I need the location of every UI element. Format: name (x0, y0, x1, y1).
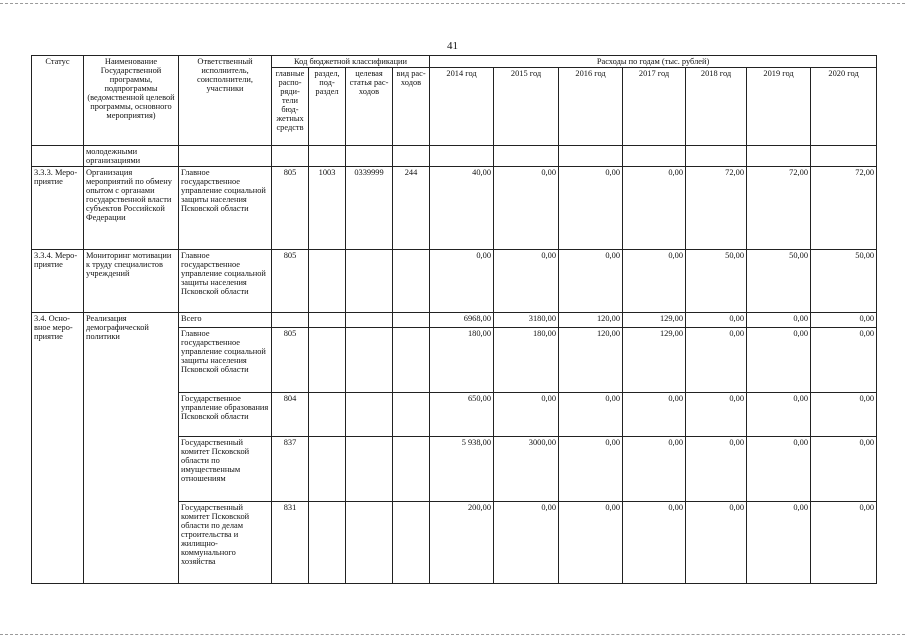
value-2015: 0,00 (494, 250, 559, 313)
value-2018: 0,00 (686, 313, 747, 328)
value-2020: 0,00 (811, 313, 877, 328)
continuation-row (32, 146, 877, 167)
value-2020: 0,00 (811, 393, 877, 437)
responsible-cell: Главное государственное управление социальной защиты населения Псковской области (179, 328, 272, 393)
value-2016: 0,00 (559, 393, 623, 437)
value-2014: 0,00 (430, 250, 494, 313)
value-2016: 0,00 (559, 437, 623, 502)
header-responsible: Ответственный исполнитель, соисполнители, участники (179, 56, 272, 146)
value-2019: 0,00 (747, 313, 811, 328)
budget-table (31, 55, 877, 584)
responsible-cell: Государственный комитет Псковской области по имущественным отношениям (179, 437, 272, 502)
value-2018: 0,00 (686, 437, 747, 502)
value-2017: 129,00 (623, 313, 686, 328)
header-year-2017: 2017 год (623, 68, 686, 146)
header-year-2019: 2019 год (747, 68, 811, 146)
header-name: Наименование Государственной программы, подпрограммы (ведомственной целевой программы, основного мероприятия) (84, 56, 179, 146)
value-2014: 180,00 (430, 328, 494, 393)
value-2017: 0,00 (623, 167, 686, 250)
value-2015: 180,00 (494, 328, 559, 393)
grbs-cell: 805 (272, 167, 309, 250)
table-row-3-3-4 (32, 250, 877, 313)
scan-edge-top (0, 3, 905, 5)
header-row-1 (32, 56, 877, 68)
status-cell: 3.3.3. Меро-приятие (32, 167, 84, 250)
responsible-cell: Главное государственное управление социальной защиты населения Псковской области (179, 250, 272, 313)
type-cell: 244 (393, 167, 430, 250)
value-2020: 0,00 (811, 437, 877, 502)
value-2016: 0,00 (559, 502, 623, 584)
value-2014: 650,00 (430, 393, 494, 437)
value-2015: 3180,00 (494, 313, 559, 328)
header-bcc-grbs: главные распо-ряди-тели бюд-жетных средств (272, 68, 309, 146)
responsible-cell: Государственное управление образования Псковской области (179, 393, 272, 437)
target-cell: 0339999 (346, 167, 393, 250)
grbs-cell: 831 (272, 502, 309, 584)
value-2020: 0,00 (811, 328, 877, 393)
value-2015: 0,00 (494, 167, 559, 250)
responsible-cell: Всего (179, 313, 272, 328)
grbs-cell: 804 (272, 393, 309, 437)
header-year-2018: 2018 год (686, 68, 747, 146)
value-2018: 0,00 (686, 328, 747, 393)
section-cell: 1003 (309, 167, 346, 250)
value-2016: 0,00 (559, 167, 623, 250)
status-cell: 3.4. Осно-вное меро-приятие (32, 313, 84, 584)
value-2019: 0,00 (747, 502, 811, 584)
header-year-2020: 2020 год (811, 68, 877, 146)
value-2020: 0,00 (811, 502, 877, 584)
header-bcc-target: целевая статья рас-ходов (346, 68, 393, 146)
value-2015: 0,00 (494, 393, 559, 437)
header-expenses: Расходы по годам (тыс. рублей) (430, 56, 877, 68)
header-bcc-type: вид рас-ходов (393, 68, 430, 146)
table-row-3-3-3 (32, 167, 877, 250)
value-2014: 5 938,00 (430, 437, 494, 502)
value-2019: 50,00 (747, 250, 811, 313)
header-status: Статус (32, 56, 84, 146)
value-2018: 50,00 (686, 250, 747, 313)
value-2018: 72,00 (686, 167, 747, 250)
value-2017: 129,00 (623, 328, 686, 393)
continuation-name: молодежными организациями (84, 146, 179, 167)
value-2019: 0,00 (747, 393, 811, 437)
responsible-cell: Главное государственное управление социальной защиты населения Псковской области (179, 167, 272, 250)
table-row-3-4-total (32, 313, 877, 328)
header-year-2016: 2016 год (559, 68, 623, 146)
value-2016: 120,00 (559, 328, 623, 393)
header-bcc-section: раздел, под-раздел (309, 68, 346, 146)
header-year-2014: 2014 год (430, 68, 494, 146)
program-name-cell: Организация мероприятий по обмену опытом с органами государственной власти субъектов Российской Федерации (84, 167, 179, 250)
value-2017: 0,00 (623, 250, 686, 313)
header-bcc: Код бюджетной классификации (272, 56, 430, 68)
page-number: 41 (447, 40, 458, 52)
value-2015: 0,00 (494, 502, 559, 584)
value-2019: 72,00 (747, 167, 811, 250)
grbs-cell: 805 (272, 328, 309, 393)
value-2018: 0,00 (686, 502, 747, 584)
grbs-cell: 837 (272, 437, 309, 502)
value-2017: 0,00 (623, 502, 686, 584)
value-2014: 40,00 (430, 167, 494, 250)
value-2016: 120,00 (559, 313, 623, 328)
value-2020: 72,00 (811, 167, 877, 250)
program-name-cell: Мониторинг мотивации к труду специалистов учреждений (84, 250, 179, 313)
value-2014: 6968,00 (430, 313, 494, 328)
value-2017: 0,00 (623, 437, 686, 502)
value-2020: 50,00 (811, 250, 877, 313)
header-year-2015: 2015 год (494, 68, 559, 146)
grbs-cell (272, 313, 309, 328)
grbs-cell: 805 (272, 250, 309, 313)
status-cell: 3.3.4. Меро-приятие (32, 250, 84, 313)
value-2017: 0,00 (623, 393, 686, 437)
responsible-cell: Государственный комитет Псковской области по делам строительства и жилищно-коммунального хозяйства (179, 502, 272, 584)
value-2014: 200,00 (430, 502, 494, 584)
scan-edge-bottom (0, 634, 905, 636)
value-2019: 0,00 (747, 328, 811, 393)
value-2016: 0,00 (559, 250, 623, 313)
value-2019: 0,00 (747, 437, 811, 502)
value-2018: 0,00 (686, 393, 747, 437)
value-2015: 3000,00 (494, 437, 559, 502)
program-name-cell: Реализация демографической политики (84, 313, 179, 584)
